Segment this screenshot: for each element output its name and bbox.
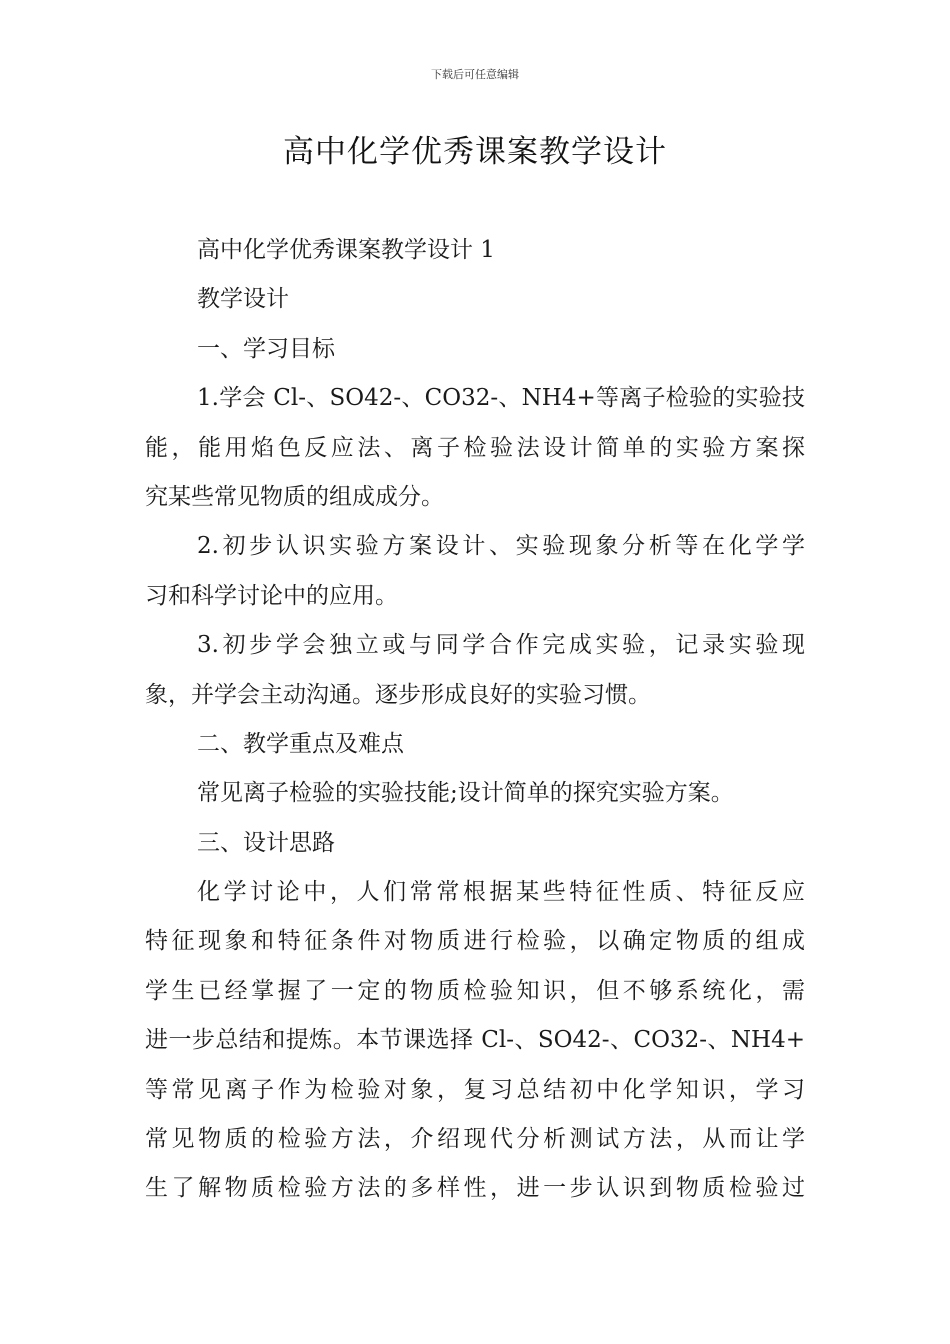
paragraph-line: 1.学会 Cl-、SO42-、CO32-、NH4+等离子检验的实验技 <box>197 385 805 412</box>
section-heading: 三、设计思路 <box>197 829 335 856</box>
paragraph-line: 象，并学会主动沟通。逐步形成良好的实验习惯。 <box>145 681 651 708</box>
paragraph-line: 学生已经掌握了一定的物质检验知识，但不够系统化，需 <box>145 977 805 1004</box>
paragraph-line: 究某些常见物质的组成成分。 <box>145 483 444 510</box>
paragraph-line: 等常见离子作为检验对象，复习总结初中化学知识，学习 <box>145 1076 805 1103</box>
paragraph-line: 特征现象和特征条件对物质进行检验，以确定物质的组成 <box>145 928 805 955</box>
paragraph-line: 常见离子检验的实验技能;设计简单的探究实验方案。 <box>197 780 734 807</box>
section-heading: 二、教学重点及难点 <box>197 730 404 757</box>
section-heading: 高中化学优秀课案教学设计 1 <box>197 237 495 263</box>
document-body <box>145 226 805 1214</box>
section-heading: 一、学习目标 <box>197 335 335 362</box>
paragraph-line: 化学讨论中，人们常常根据某些特征性质、特征反应 <box>197 879 805 906</box>
paragraph-line: 习和科学讨论中的应用。 <box>145 582 398 609</box>
paragraph-line: 能，能用焰色反应法、离子检验法设计简单的实验方案探 <box>145 434 805 461</box>
paragraph-line: 进一步总结和提炼。本节课选择 Cl-、SO42-、CO32-、NH4+ <box>145 1027 805 1054</box>
document-title: 高中化学优秀课案教学设计 <box>283 134 667 170</box>
paragraph-line: 常见物质的检验方法，介绍现代分析测试方法，从而让学 <box>145 1126 805 1153</box>
paragraph-line: 生了解物质检验方法的多样性，进一步认识到物质检验过 <box>145 1175 805 1202</box>
paragraph-line: 3.初步学会独立或与同学合作完成实验，记录实验现 <box>197 632 805 659</box>
paragraph-line: 2.初步认识实验方案设计、实验现象分析等在化学学 <box>197 533 805 560</box>
section-heading: 教学设计 <box>197 286 289 313</box>
header-note: 下载后可任意编辑 <box>431 68 519 81</box>
